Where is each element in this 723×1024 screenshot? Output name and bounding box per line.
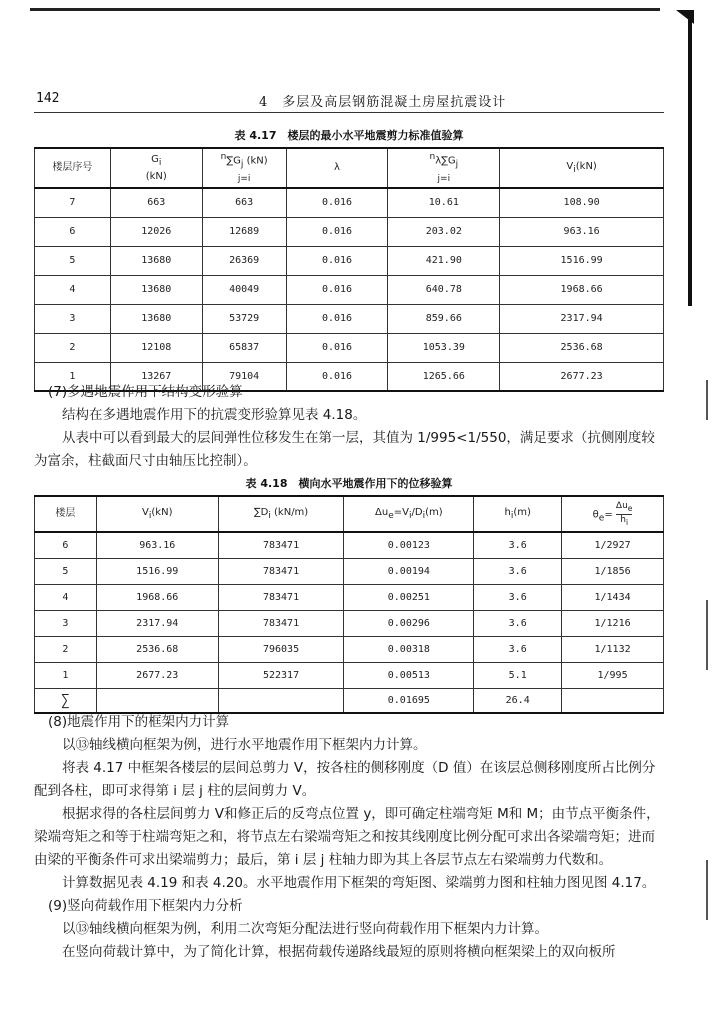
table-cell: 203.02 [388,217,500,246]
table-cell: 1 [35,362,111,391]
table-cell: 963.16 [96,532,218,558]
sum-symbol: ∑ [35,688,97,713]
table-cell: 783471 [218,584,344,610]
section-7-paragraph-1: 结构在多遇地震作用下的抗震变形验算见表 4.18。 [62,407,367,423]
table-cell: 2 [35,636,97,662]
header-sum-g: $^n\sum G_j$ (kN) j=i [202,148,286,188]
header-delta-u: $\Delta u_e=V_i/D_i(m)$ [344,496,474,532]
table-cell: 13680 [110,304,202,333]
table-row [35,662,664,688]
table-cell: 5.1 [474,662,562,688]
header-hi: $h_i(m)$ [474,496,562,532]
header-lambda: λ [286,148,388,188]
table-cell: 108.90 [500,188,664,217]
table-cell: 783471 [218,558,344,584]
table-cell: 1/2927 [562,532,664,558]
section-8-paragraph-1: 以⑬轴线横向框架为例，进行水平地震作用下框架内力计算。 [62,737,427,753]
table-cell: 12026 [110,217,202,246]
table-cell: 2677.23 [96,662,218,688]
table-cell: 79104 [202,362,286,391]
header-floor: 楼层序号 [35,148,111,188]
page-header [34,91,664,113]
table-cell: 1/995 [562,662,664,688]
table-cell: 2536.68 [500,333,664,362]
table-cell: 522317 [218,662,344,688]
table-cell: 0.00296 [344,610,474,636]
running-head: 4 多层及高层钢筋混凝土房屋抗震设计 [259,95,507,110]
table-cell: 0.00251 [344,584,474,610]
table-cell: 1968.66 [96,584,218,610]
table-cell: 2 [35,333,111,362]
table-cell: 1265.66 [388,362,500,391]
table-cell: 0.016 [286,304,388,333]
table-row [35,610,664,636]
table-cell: 6 [35,532,97,558]
table-cell: 4 [35,275,111,304]
section-7 [34,381,664,473]
table-row [35,275,664,304]
table-cell: 963.16 [500,217,664,246]
table-cell: 3.6 [474,610,562,636]
scan-edge-speck [706,600,708,670]
table-sum-row [35,688,664,713]
table-cell: 0.00513 [344,662,474,688]
table-cell: 5 [35,246,111,275]
table-row [35,188,664,217]
scan-edge-speck [706,860,708,920]
table-cell: 1516.99 [500,246,664,275]
header-vi: $V_i(kN)$ [96,496,218,532]
section-9-title: (9)竖向荷载作用下框架内力分析 [48,898,243,914]
table-row [35,246,664,275]
table-cell: 1516.99 [96,558,218,584]
table-cell: 0.016 [286,362,388,391]
header-floor: 楼层 [35,496,97,532]
section-8-title: (8)地震作用下的框架内力计算 [48,714,230,730]
table-cell: 53729 [202,304,286,333]
table-cell: 2536.68 [96,636,218,662]
table-4-18 [34,495,664,714]
sum-height: 26.4 [474,688,562,713]
header-sum-d: $\sum D_i$ (kN/m) [218,496,344,532]
table-cell: 1 [35,662,97,688]
table-cell: 640.78 [388,275,500,304]
section-9-paragraph-1: 以⑬轴线横向框架为例，利用二次弯矩分配法进行竖向荷载作用下框架内力计算。 [62,921,548,937]
section-9-paragraph-2: 在竖向荷载计算中，为了简化计算，根据荷载传递路线最短的原则将横向框架梁上的双向板所 [62,944,616,960]
table-cell: 0.016 [286,275,388,304]
table-cell: 1968.66 [500,275,664,304]
table-row [35,636,664,662]
table-cell: 26369 [202,246,286,275]
table-row [35,333,664,362]
table-row [35,217,664,246]
top-border-line [30,8,660,11]
scan-edge-speck [706,380,708,420]
table-cell: 3 [35,610,97,636]
header-theta: $\theta_e=$ $\Delta u_e$ $h_i$ [562,496,664,532]
header-gi: $G_i$ (kN) [110,148,202,188]
section-7-paragraph-2: 从表中可以看到最大的层间弹性位移发生在第一层，其值为 1/995<1/550，满足要求（抗侧刚度较为富余，柱截面尺寸由轴压比控制）。 [34,430,655,469]
table-cell: 0.00123 [344,532,474,558]
table-cell: 0.016 [286,246,388,275]
table-cell: 5 [35,558,97,584]
header-rule [34,112,664,113]
table-header-row [35,148,664,188]
section-8-paragraph-2: 将表 4.17 中框架各楼层的层间总剪力 V，按各柱的侧移刚度（D 值）在该层总侧移刚度所占比例分配到各柱，即可求得第 i 层 j 柱的层间剪力 V。 [34,760,656,799]
table-cell: 65837 [202,333,286,362]
table-cell: 13680 [110,275,202,304]
table-cell: 7 [35,188,111,217]
table-4-17-caption: 表 4.17 楼层的最小水平地震剪力标准值验算 [234,129,464,142]
table-cell: 12689 [202,217,286,246]
table-cell: 3.6 [474,584,562,610]
table-cell: 13267 [110,362,202,391]
table-cell: 13680 [110,246,202,275]
table-cell: 783471 [218,532,344,558]
page-number: 142 [36,91,60,106]
table-cell: 1/1132 [562,636,664,662]
section-8-paragraph-3: 根据求得的各柱层间剪力 V和修正后的反弯点位置 y，即可确定柱端弯矩 M和 M；由节点平衡条件，梁端弯矩之和等于柱端弯矩之和，将节点左右梁端弯矩之和按其线刚度比例分配可求出各梁端弯矩；进而由梁的平衡条件可求出梁端剪力；最后，第 i 层 j 柱轴力即为其上各层节点左右梁端剪力代数和。 [34,806,660,868]
table-row [35,584,664,610]
table-header-row [35,496,664,532]
table-cell: 3.6 [474,532,562,558]
table-cell: 6 [35,217,111,246]
section-7-title: (7)多遇地震作用下结构变形验算 [48,384,243,400]
table-cell: 3.6 [474,636,562,662]
table-cell: 859.66 [388,304,500,333]
table-cell: 0.016 [286,188,388,217]
section-8 [34,711,664,964]
header-v: $V_i(kN)$ [500,148,664,188]
table-cell: 3 [35,304,111,333]
table-cell: 796035 [218,636,344,662]
table-cell: 2317.94 [96,610,218,636]
section-8-paragraph-4: 计算数据见表 4.19 和表 4.20。水平地震作用下框架的弯矩图、梁端剪力图和柱轴力图见图 4.17。 [62,875,656,891]
table-cell: 1053.39 [388,333,500,362]
page-edge-line [688,16,692,306]
table-row [35,532,664,558]
table-cell: 3.6 [474,558,562,584]
table-4-17 [34,147,664,392]
table-cell: 0.016 [286,333,388,362]
table-cell: 4 [35,584,97,610]
table-cell: 1/1856 [562,558,664,584]
table-row [35,558,664,584]
sum-delta-u: 0.01695 [344,688,474,713]
table-cell: 0.016 [286,217,388,246]
table-cell: 783471 [218,610,344,636]
table-cell: 1/1216 [562,610,664,636]
table-cell: 663 [202,188,286,217]
table-cell: 421.90 [388,246,500,275]
table-cell: 1/1434 [562,584,664,610]
table-4-18-caption: 表 4.18 横向水平地震作用下的位移验算 [245,477,453,490]
table-cell: 2317.94 [500,304,664,333]
table-cell: 10.61 [388,188,500,217]
table-cell: 40049 [202,275,286,304]
table-cell: 12108 [110,333,202,362]
table-row [35,304,664,333]
table-cell: 2677.23 [500,362,664,391]
header-lambda-sum: $^n\lambda\sum G_j$ j=i [388,148,500,188]
table-cell: 663 [110,188,202,217]
table-cell: 0.00194 [344,558,474,584]
table-cell: 0.00318 [344,636,474,662]
